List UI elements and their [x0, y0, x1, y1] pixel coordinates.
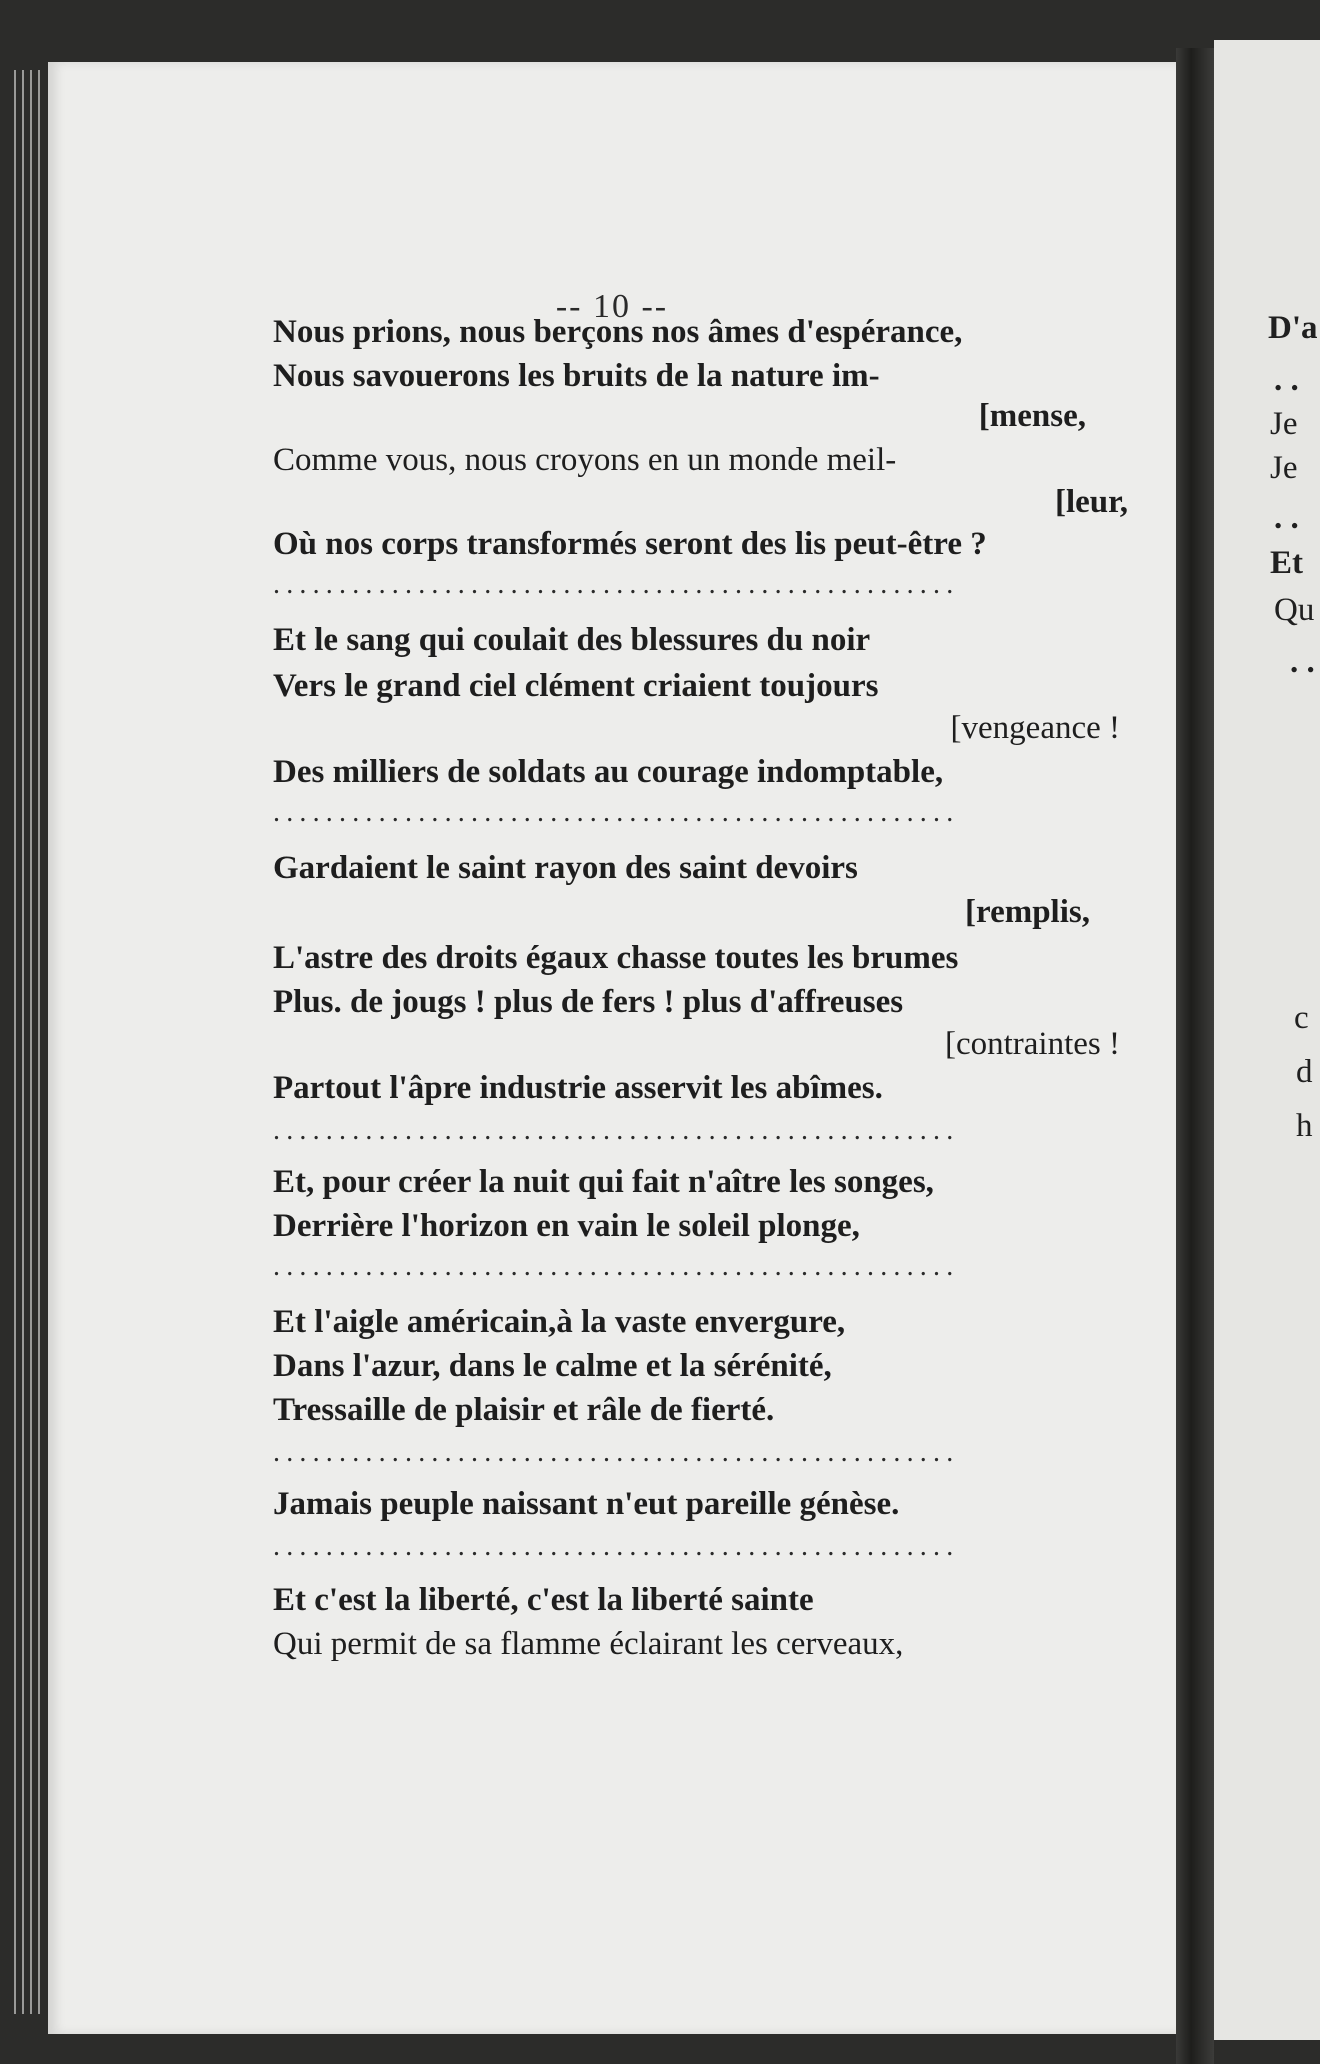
- facing-text: . .: [1274, 500, 1299, 536]
- verse-line: Nous prions, nous berçons nos âmes d'espérance,: [273, 314, 963, 350]
- page-edge: [30, 70, 32, 2014]
- facing-text: . .: [1290, 644, 1315, 680]
- verse-continuation: [vengeance !: [950, 710, 1120, 746]
- book-gutter: [1176, 48, 1214, 2064]
- page-edge: [22, 70, 24, 2014]
- ellipsis-row: ....................................................: [273, 1116, 960, 1146]
- ellipsis-row: ....................................................: [273, 1438, 960, 1468]
- facing-text: h: [1296, 1108, 1313, 1144]
- verse-line: Gardaient le saint rayon des saint devoirs: [273, 850, 858, 886]
- verse-line: Plus. de jougs ! plus de fers ! plus d'affreuses: [273, 984, 904, 1020]
- book-page: [48, 62, 1176, 2034]
- verse-line: Nous savouerons les bruits de la nature im-: [273, 358, 880, 394]
- facing-text: Et: [1270, 545, 1303, 581]
- verse-line: Des milliers de soldats au courage indomptable,: [273, 754, 944, 790]
- verse-line: Où nos corps transformés seront des lis peut-être ?: [273, 526, 987, 562]
- verse-line: Qui permit de sa flamme éclairant les cerveaux,: [273, 1626, 904, 1662]
- verse-continuation: [remplis,: [965, 894, 1090, 930]
- verse-line: Et, pour créer la nuit qui fait n'aître les songes,: [273, 1164, 934, 1200]
- page-edge: [38, 70, 40, 2014]
- verse-line: L'astre des droits égaux chasse toutes les brumes: [273, 940, 959, 976]
- ellipsis-row: ....................................................: [273, 570, 960, 600]
- verse-line: Et le sang qui coulait des blessures du noir: [273, 622, 871, 658]
- ellipsis-row: ....................................................: [273, 798, 960, 828]
- facing-text: Je: [1270, 450, 1298, 486]
- ellipsis-row: ....................................................: [273, 1252, 960, 1282]
- verse-line: Tressaille de plaisir et râle de fierté.: [273, 1392, 775, 1428]
- verse-line: Jamais peuple naissant n'eut pareille génèse.: [273, 1486, 900, 1522]
- facing-text: Je: [1270, 406, 1298, 442]
- facing-text: D'a: [1268, 310, 1318, 346]
- page-edge: [14, 70, 16, 2014]
- verse-line: Et l'aigle américain,à la vaste envergure,: [273, 1304, 846, 1340]
- page-number: -- 10 --: [555, 288, 669, 325]
- verse-continuation: [contraintes !: [944, 1026, 1120, 1062]
- verse-line: Comme vous, nous croyons en un monde meil-: [273, 442, 897, 478]
- verse-line: Derrière l'horizon en vain le soleil plonge,: [273, 1208, 860, 1244]
- facing-text: c: [1294, 1000, 1309, 1036]
- verse-line: Dans l'azur, dans le calme et la sérénité,: [273, 1348, 832, 1384]
- verse-line: Vers le grand ciel clément criaient toujours: [273, 668, 879, 704]
- facing-text: . .: [1274, 362, 1299, 398]
- ellipsis-row: ....................................................: [273, 1532, 960, 1562]
- verse-continuation: [leur,: [1054, 484, 1128, 520]
- facing-text: d: [1296, 1054, 1313, 1090]
- verse-line: Et c'est la liberté, c'est la liberté sainte: [273, 1582, 814, 1618]
- facing-text: Qu: [1274, 592, 1315, 628]
- verse-line: Partout l'âpre industrie asservit les abîmes.: [273, 1070, 883, 1106]
- verse-continuation: [mense,: [978, 398, 1086, 434]
- facing-page: [1214, 40, 1320, 2040]
